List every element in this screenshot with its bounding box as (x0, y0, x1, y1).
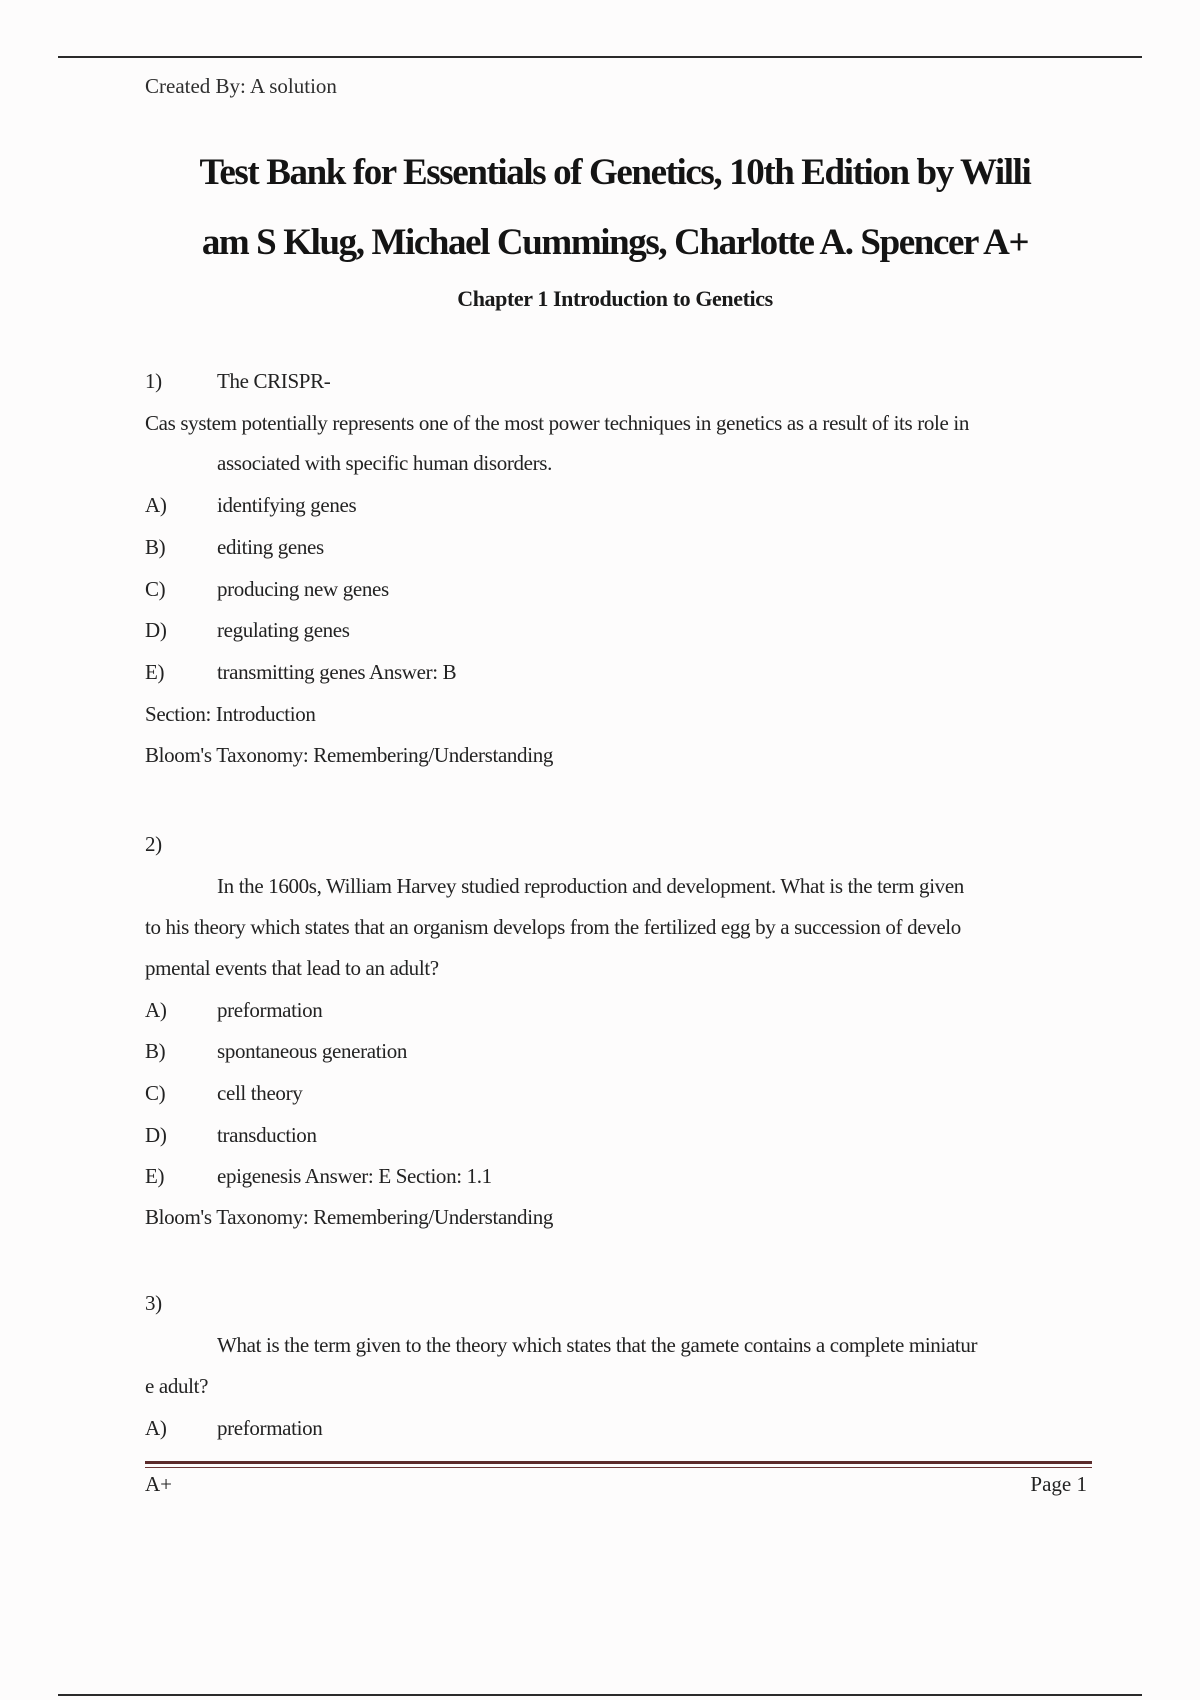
option-label: D) (145, 1123, 167, 1147)
bloom-line (145, 740, 1090, 770)
option-label: A) (145, 493, 167, 517)
option-text: editing genes (217, 535, 324, 559)
title-line-2: am S Klug, Michael Cummings, Charlotte A. Spencer A+ (201, 222, 1029, 263)
bloom-text: Bloom's Taxonomy: Remembering/Understanding (145, 743, 553, 767)
footer-rule-thin (145, 1467, 1092, 1468)
option-text: transmitting genes Answer: B (217, 660, 457, 684)
bloom-line (145, 1202, 1090, 1232)
option-text: spontaneous generation (217, 1039, 407, 1063)
question-stem: e adult? (145, 1374, 209, 1398)
option-label: C) (145, 577, 166, 601)
option-text: producing new genes (217, 577, 389, 601)
section-text: Section: Introduction (145, 702, 316, 726)
question-stem: pmental events that lead to an adult? (145, 956, 439, 980)
question-stem-line (145, 366, 1090, 396)
option-label: A) (145, 998, 167, 1022)
bottom-rule (58, 1694, 1142, 1696)
option-label: B) (145, 1039, 166, 1063)
answer-option (145, 1161, 1090, 1191)
option-text: epigenesis Answer: E Section: 1.1 (217, 1164, 492, 1188)
question-stem-line (145, 912, 1090, 942)
footer-grade: A+ (145, 1472, 173, 1496)
answer-option (145, 1120, 1090, 1150)
option-text: preformation (217, 1416, 323, 1440)
answer-option (145, 995, 1090, 1025)
answer-option (145, 1413, 1090, 1443)
question-stem: The CRISPR- (217, 369, 331, 393)
option-label: D) (145, 618, 167, 642)
option-text: regulating genes (217, 618, 350, 642)
option-label: A) (145, 1416, 167, 1440)
question-number: 3) (145, 1291, 162, 1315)
option-text: cell theory (217, 1081, 303, 1105)
question-stem: What is the term given to the theory which states that the gamete contains a complete miniatur (217, 1333, 978, 1357)
bloom-text: Bloom's Taxonomy: Remembering/Understanding (145, 1205, 553, 1229)
answer-option (145, 615, 1090, 645)
top-rule (58, 56, 1142, 58)
question-number: 2) (145, 832, 162, 856)
chapter-heading: Chapter 1 Introduction to Genetics (457, 286, 773, 311)
question-stem-line (145, 1371, 1090, 1401)
answer-option (145, 657, 1090, 687)
question-number: 1) (145, 369, 162, 393)
answer-option (145, 1036, 1090, 1066)
option-text: preformation (217, 998, 323, 1022)
question-stem-line (145, 408, 1090, 438)
answer-option (145, 1078, 1090, 1108)
question-number-line (145, 829, 1090, 859)
created-by: Created By: A solution (145, 74, 337, 98)
question-stem-line (145, 1330, 1090, 1360)
question-stem: Cas system potentially represents one of the most power techniques in genetics as a result of its role in (145, 411, 970, 435)
question-stem: to his theory which states that an organism develops from the fertilized egg by a succession of develo (145, 915, 961, 939)
question-number-line (145, 1288, 1090, 1318)
option-text: transduction (217, 1123, 317, 1147)
question-stem: In the 1600s, William Harvey studied reproduction and development. What is the term given (217, 874, 964, 898)
page-number: Page 1 (1030, 1472, 1087, 1496)
answer-option (145, 532, 1090, 562)
footer-rule (145, 1461, 1092, 1464)
answer-option (145, 574, 1090, 604)
option-label: C) (145, 1081, 166, 1105)
section-line (145, 699, 1090, 729)
question-stem-line (145, 953, 1090, 983)
option-text: identifying genes (217, 493, 357, 517)
question-stem: associated with specific human disorders. (217, 451, 552, 475)
answer-option (145, 490, 1090, 520)
question-stem-line (145, 871, 1090, 901)
question-stem-line (145, 448, 1090, 478)
title-line-1: Test Bank for Essentials of Genetics, 10th Edition by Willi (199, 152, 1031, 193)
option-label: E) (145, 660, 165, 684)
option-label: E) (145, 1164, 165, 1188)
option-label: B) (145, 535, 166, 559)
document-title (140, 138, 1090, 278)
